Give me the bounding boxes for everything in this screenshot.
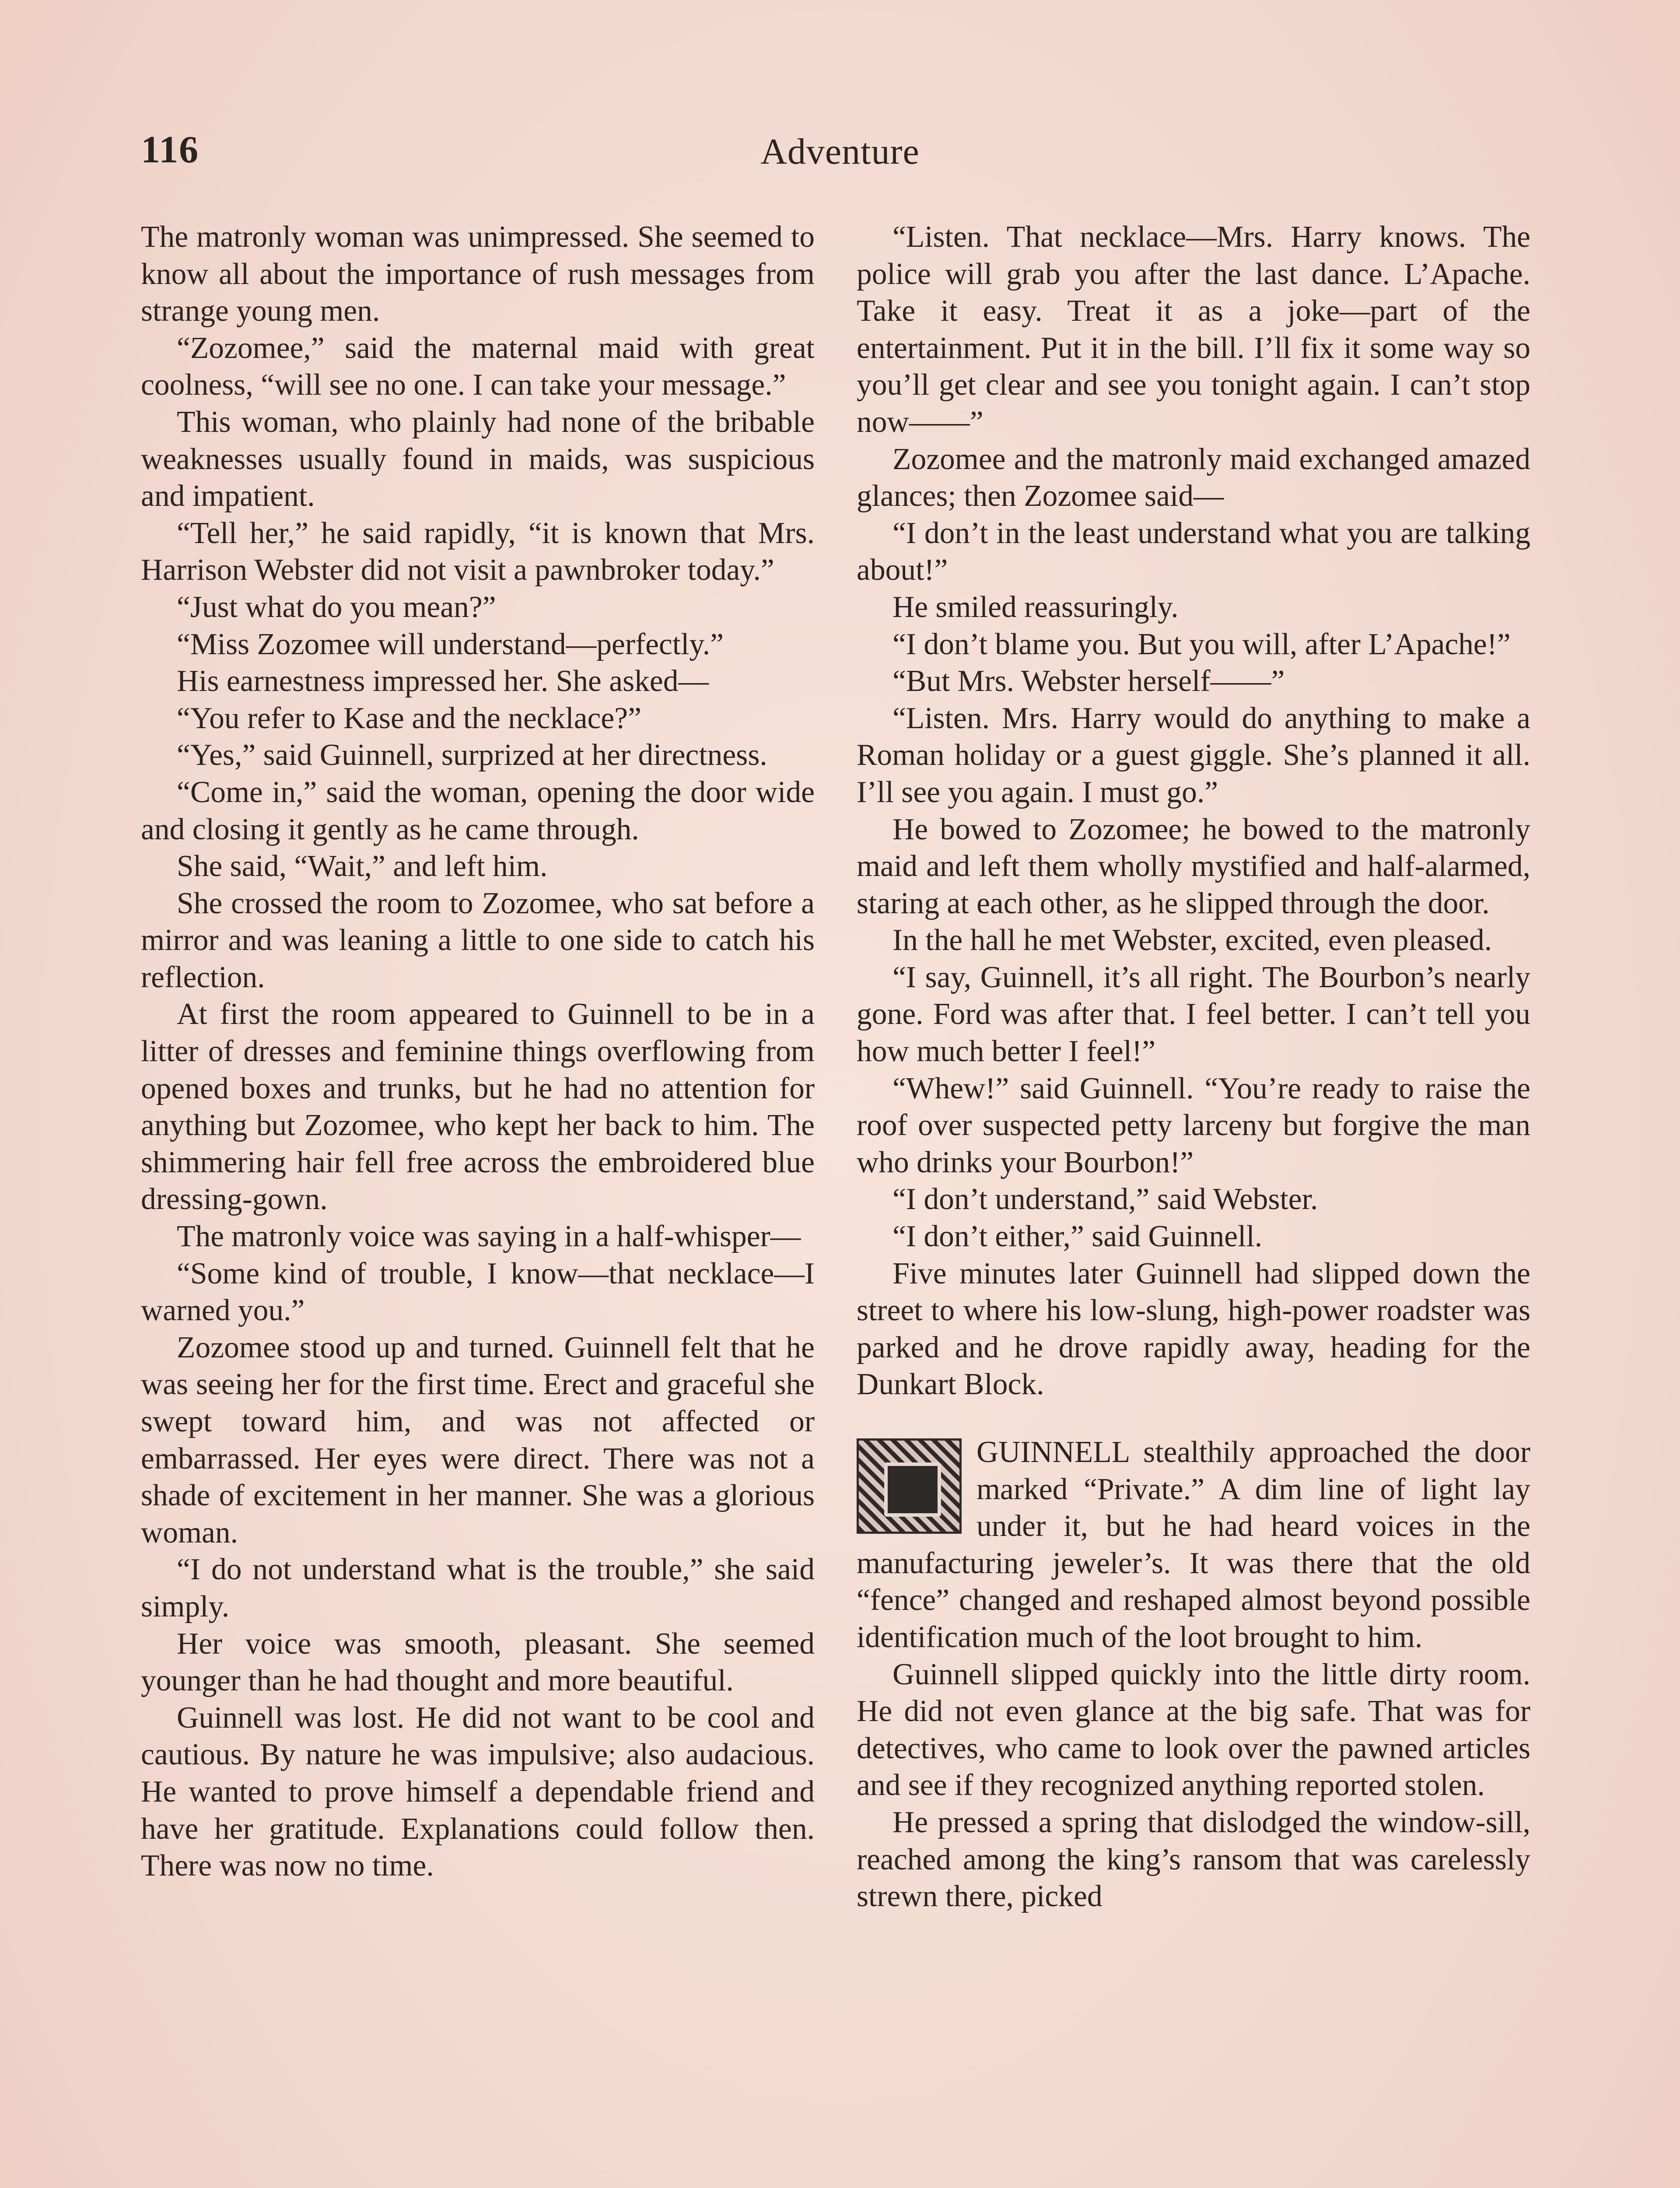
paragraph: This woman, who plainly had none of the bribable weaknesses usually found in maids, was suspicious and impatient.	[141, 405, 815, 513]
paragraph: “I say, Guinnell, it’s all right. The Bourbon’s nearly gone. Ford was after that. I feel better. I can’t tell you how much better I feel!”	[857, 960, 1530, 1069]
paragraph: Guinnell was lost. He did not want to be cool and cautious. By nature he was impulsive; also audacious. He wanted to prove himself a dependable friend and have her gratitude. Explanations could follow then. There was now no time.	[141, 1701, 815, 1883]
paragraph: Five minutes later Guinnell had slipped down the street to where his low-slung, high-power roadster was parked and he drove rapidly away, heading for the Dunkart Block.	[857, 1256, 1530, 1402]
paragraph: “Come in,” said the woman, opening the door wide and closing it gently as he came through.	[141, 775, 815, 846]
paragraph: Zozomee and the matronly maid exchanged amazed glances; then Zozomee said—	[857, 442, 1530, 513]
left-column	[141, 219, 815, 1885]
paragraph: “Miss Zozomee will understand—perfectly.”	[177, 627, 724, 661]
paragraph: “Yes,” said Guinnell, surprized at her directness.	[177, 738, 767, 772]
paragraph: Her voice was smooth, pleasant. She seemed younger than he had thought and more beautiful.	[141, 1627, 815, 1698]
paragraph: “I don’t in the least understand what you are talking about!”	[857, 516, 1530, 587]
paragraph: “You refer to Kase and the necklace?”	[177, 701, 641, 735]
section-break	[857, 1434, 1530, 1915]
paragraph: “Zozomee,” said the maternal maid with great coolness, “will see no one. I can take your message.”	[141, 331, 815, 402]
paragraph: “I don’t blame you. But you will, after L’Apache!”	[892, 627, 1511, 661]
paragraph: He bowed to Zozomee; he bowed to the matronly maid and left them wholly mystified and half-alarmed, staring at each other, as he slipped through the door.	[857, 812, 1530, 920]
right-column	[857, 219, 1530, 1915]
paragraph: “I don’t understand,” said Webster.	[892, 1182, 1318, 1217]
paragraph: “I do not understand what is the trouble,” she said simply.	[141, 1553, 815, 1623]
page-number: 116	[141, 129, 200, 171]
paragraph: The matronly voice was saying in a half-whisper—	[177, 1220, 801, 1254]
paragraph: The matronly woman was unimpressed. She seemed to know all about the importance of rush messages from strange young men.	[141, 220, 815, 328]
running-title: Adventure	[760, 131, 920, 172]
paragraph: She crossed the room to Zozomee, who sat before a mirror and was leaning a little to one side to catch his reflection.	[141, 886, 815, 994]
paragraph: She said, “Wait,” and left him.	[177, 849, 548, 884]
paragraph: In the hall he met Webster, excited, even pleased.	[892, 923, 1492, 957]
paragraph: “Listen. That necklace—Mrs. Harry knows. The police will grab you after the last dance. L’Apache. Take it easy. Treat it as a joke—part of the entertainment. Put it in the bill. I’ll fix it some way so you’ll get clear and see you tonight again. I can’t stop now——”	[857, 220, 1530, 439]
paragraph: Guinnell slipped quickly into the little dirty room. He did not even glance at the big safe. That was for detectives, who came to look over the pawned articles and see if they recognized anything reported stolen.	[857, 1657, 1530, 1802]
paragraph: “Listen. Mrs. Harry would do anything to make a Roman holiday or a guest giggle. She’s planned it all. I’ll see you again. I must go.”	[857, 701, 1530, 809]
paragraph: Zozomee stood up and turned. Guinnell felt that he was seeing her for the first time. Erect and graceful she swept toward him, and was not affected or embarrassed. Her eyes were direct. There was not a shade of excitement in her manner. She was a glorious woman.	[141, 1330, 815, 1550]
paragraph: “Just what do you mean?”	[177, 590, 496, 624]
paragraph: “Whew!” said Guinnell. “You’re ready to raise the roof over suspected petty larceny but forgive the man who drinks your Bourbon!”	[857, 1071, 1530, 1179]
paragraph: GUINNELL stealthily approached the door marked “Private.” A dim line of light lay under it, but he had heard voices in the manufacturing jeweler’s. It was there that the old “fence” changed and reshaped almost beyond possible identification much of the loot brought to him.	[857, 1435, 1530, 1654]
paragraph: “But Mrs. Webster herself——”	[892, 664, 1285, 698]
paragraph: “Tell her,” he said rapidly, “it is known that Mrs. Harrison Webster did not visit a pawnbroker today.”	[141, 516, 815, 587]
ornamental-initial-icon	[857, 1438, 962, 1534]
paragraph: His earnestness impressed her. She asked—	[177, 664, 709, 698]
paragraph: At first the room appeared to Guinnell to be in a litter of dresses and feminine things overflowing from opened boxes and trunks, but he had no attention for anything but Zozomee, who kept her back to him. The shimmering hair fell free across the embroidered blue dressing-gown.	[141, 997, 815, 1217]
paragraph: He smiled reassuringly.	[892, 590, 1179, 624]
paragraph: “Some kind of trouble, I know—that necklace—I warned you.”	[141, 1256, 815, 1328]
paragraph: He pressed a spring that dislodged the window-sill, reached among the king’s ransom that was carelessly strewn there, picked	[857, 1805, 1530, 1914]
paragraph: “I don’t either,” said Guinnell.	[892, 1220, 1263, 1254]
